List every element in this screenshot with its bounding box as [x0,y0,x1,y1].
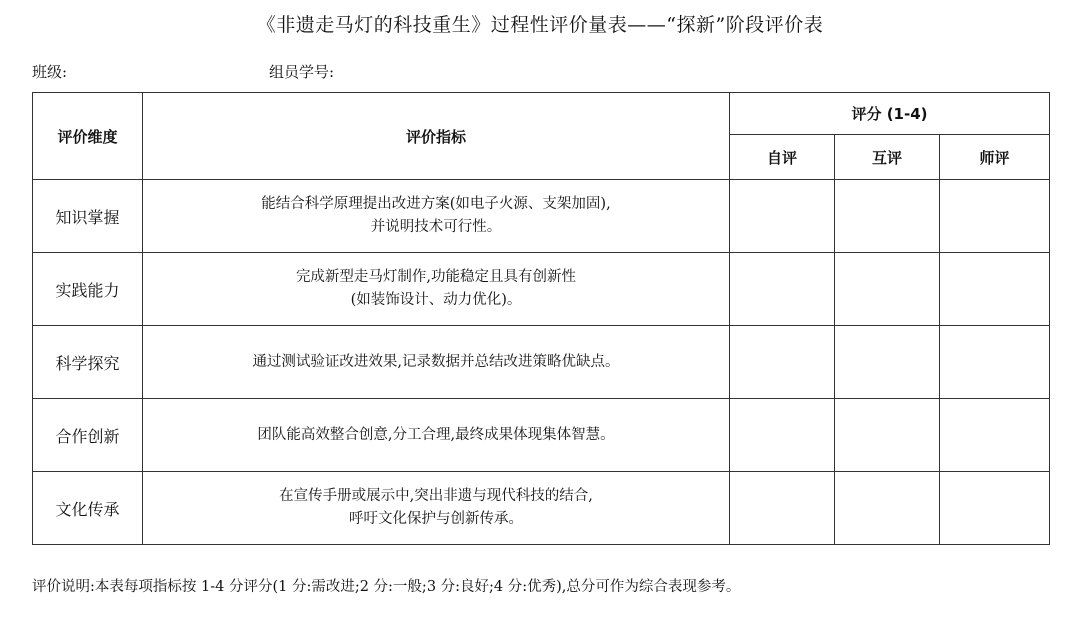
header-score-group: 评分 (1-4) [730,93,1050,135]
peer-score-cell[interactable] [835,180,940,253]
self-score-cell[interactable] [730,326,835,399]
indicator-line: 呼吁文化保护与创新传承。 [349,511,523,527]
dimension-cell: 知识掌握 [33,180,143,253]
teacher-score-cell[interactable] [940,180,1050,253]
dimension-cell: 合作创新 [33,399,143,472]
indicator-line: (如装饰设计、动力优化)。 [350,292,522,308]
header-teacher-score: 师评 [940,135,1050,180]
indicator-cell [143,326,730,399]
table-row [33,253,1050,326]
self-score-cell[interactable] [730,253,835,326]
members-label: 组员学号: [269,63,335,81]
evaluation-table [32,92,1050,545]
indicator-line: 完成新型走马灯制作,功能稳定且具有创新性 [295,269,577,285]
teacher-score-cell[interactable] [940,399,1050,472]
dimension-cell: 实践能力 [33,253,143,326]
teacher-score-cell[interactable] [940,472,1050,545]
header-self-score: 自评 [730,135,835,180]
header-peer-score: 互评 [835,135,940,180]
indicator-line: 并说明技术可行性。 [370,219,502,235]
dimension-cell: 科学探究 [33,326,143,399]
dimension-cell: 文化传承 [33,472,143,545]
indicator-line: 在宣传手册或展示中,突出非遗与现代科技的结合, [279,488,593,504]
table-row [33,180,1050,253]
table-row [33,326,1050,399]
table-row [33,399,1050,472]
peer-score-cell[interactable] [835,326,940,399]
class-label: 班级: [32,63,68,81]
table-row [33,472,1050,545]
teacher-score-cell[interactable] [940,326,1050,399]
indicator-cell [143,399,730,472]
peer-score-cell[interactable] [835,472,940,545]
peer-score-cell[interactable] [835,253,940,326]
header-dimension: 评价维度 [33,93,143,180]
evaluation-note: 评价说明:本表每项指标按 1-4 分评分(1 分:需改进;2 分:一般;3 分:良好;4 分:优秀),总分可作为综合表现参考。 [32,579,741,595]
indicator-line: 团队能高效整合创意,分工合理,最终成果体现集体智慧。 [257,426,615,443]
self-score-cell[interactable] [730,180,835,253]
document-title: 《非遗走马灯的科技重生》过程性评价量表——“探新”阶段评价表 [256,14,824,36]
self-score-cell[interactable] [730,399,835,472]
self-score-cell[interactable] [730,472,835,545]
indicator-line: 能结合科学原理提出改进方案(如电子火源、支架加固), [261,196,611,212]
peer-score-cell[interactable] [835,399,940,472]
indicator-cell [143,180,730,253]
indicator-line: 通过测试验证改进效果,记录数据并总结改进策略优缺点。 [252,353,620,370]
indicator-cell [143,253,730,326]
header-indicator: 评价指标 [143,93,730,180]
indicator-cell [143,472,730,545]
teacher-score-cell[interactable] [940,253,1050,326]
